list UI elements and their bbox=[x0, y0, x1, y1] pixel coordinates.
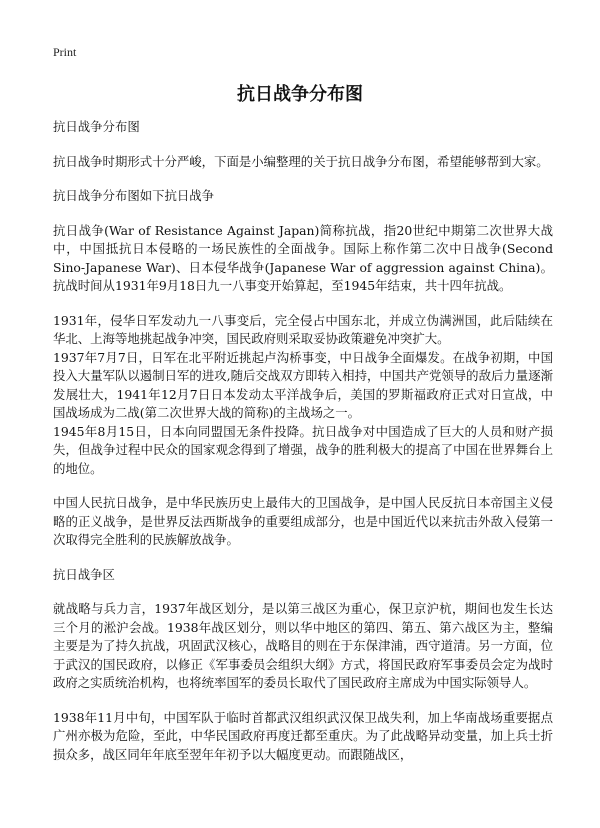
paragraph-war-zones: 就战略与兵力言，1937年战区划分，是以第三战区为重心，保卫京沪杭，期间也发生长达三个月的淞沪会战。1938年战区划分，则以华中地区的第四、第五、第六战区为主，整编主要是为了持久抗战，巩固武汉核心，战略目的则在于东保津浦，西守道清。另一方面，位于武汉的国民政府，以修正《军事委员会组织大纲》方式，将国民政府军事委员会定为战时政府之实质统治机构，也将统率国军的委员长取代了国民政府主席成为中国实际领导人。 bbox=[53, 601, 553, 690]
paragraph-definition: 抗日战争(War of Resistance Against Japan)简称抗战，指20世纪中期第二次世界大战中，中国抵抗日本侵略的一场民族性的全面战争。国际上称作第二次中日战争(Second Sino-Japanese War)、日本侵华战争(Japanese War of aggression against China)。抗战时间从1931年9月18日九一八事变开始算起，至1945年结束，共十四年抗战。 bbox=[53, 222, 553, 293]
page-title: 抗日战争分布图 bbox=[237, 84, 363, 105]
paragraph-1945: 1945年8月15日，日本向同盟国无条件投降。抗日战争对中国造成了巨大的人员和财产损失，但战争过程中民众的国家观念得到了增强，战争的胜利极大的提高了中国在世界舞台上的地位。 bbox=[53, 423, 553, 476]
paragraph-map-heading: 抗日战争分布图如下抗日战争 bbox=[53, 188, 215, 203]
paragraph-1938: 1938年11月中旬，中国军队于临时首都武汉组织武汉保卫战失利，加上华南战场重要据点广州亦极为危险，至此，中华民国政府再度迁都至重庆。为了此战略异动变量，加上兵士折损众多，战区同年年底至翌年年初予以大幅度更动。而跟随战区， bbox=[53, 709, 553, 762]
paragraph-war-zones-heading: 抗日战争区 bbox=[53, 566, 115, 582]
print-label: Print bbox=[53, 45, 77, 59]
paragraph-1937: 1937年7月7日，日军在北平附近挑起卢沟桥事变，中日战争全面爆发。在战争初期，中国投入大量军队以遏制日军的进攻,随后交战双方即转入相持，中国共产党领导的敌后力量逐渐发展壮大，1941年12月7日日本发动太平洋战争后，美国的罗斯福政府正式对日宣战，中国战场成为二战(第二次世界大战的简称)的主战场之一。 bbox=[53, 349, 553, 420]
article-body bbox=[53, 118, 553, 780]
paragraph-significance: 中国人民抗日战争，是中华民族历史上最伟大的卫国战争，是中国人民反抗日本帝国主义侵略的正义战争，是世界反法西斯战争的重要组成部分，也是中国近代以来抗击外敌入侵第一次取得完全胜利的民族解放战争。 bbox=[53, 495, 553, 547]
paragraph-subtitle: 抗日战争分布图 bbox=[53, 119, 140, 134]
paragraph-1931: 1931年，侵华日军发动九一八事变后，完全侵占中国东北，并成立伪满洲国，此后陆续在华北、上海等地挑起战争冲突，国民政府则采取妥协政策避免冲突扩大。 bbox=[53, 312, 553, 346]
paragraph-intro: 抗日战争时期形式十分严峻，下面是小编整理的关于抗日战争分布图，希望能够帮到大家。 bbox=[53, 153, 549, 169]
